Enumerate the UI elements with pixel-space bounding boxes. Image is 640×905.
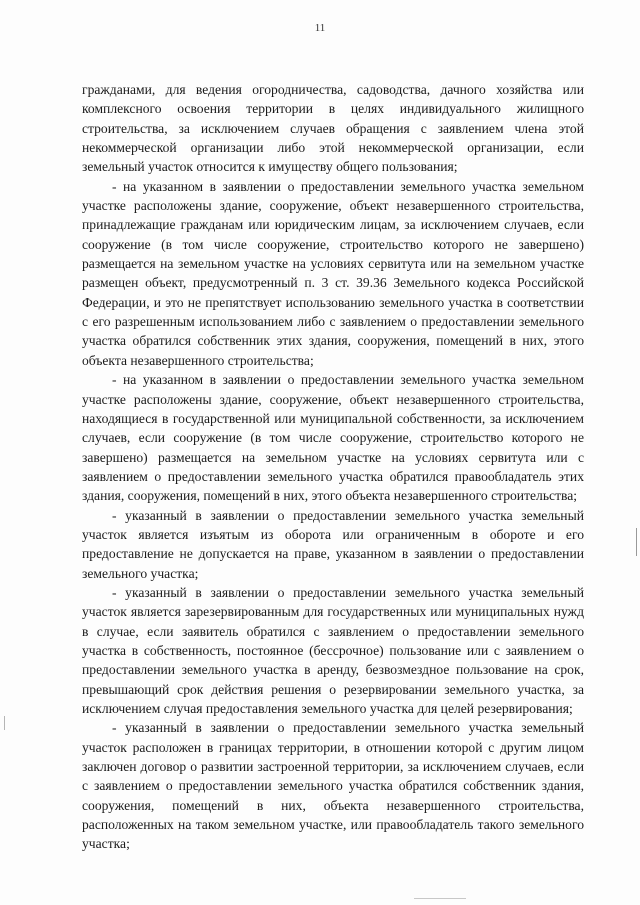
paragraph-list-item: - на указанном в заявлении о предоставлении земельного участка земельном участке расположены здание, сооружение, объект незавершенного строительства, принадлежащие гражданам или юридическим лицам, за исключением случаев, если сооружение (в том числе сооружение, строительство которого не завершено) размещается на земельном участке на условиях сервитута или на земельном участке размещен объект, предусмотренный п. 3 ст. 39.36 Земельного кодекса Российской Федерации, и это не препятствует использованию земельного участка в соответствии с его разрешенным использованием либо с заявлением о предоставлении земельного участка обратился собственник этих здания, сооружения, помещений в них, этого объекта незавершенного строительства; xyxy=(82,178,584,368)
page-number: 11 xyxy=(314,22,326,34)
paragraph-list-item: - на указанном в заявлении о предоставлении земельного участка земельном участке расположены здание, сооружение, объект незавершенного строительства, находящиеся в государственной или муниципальной собственности, за исключением случаев, если сооружение (в том числе сооружение, строительство которого не завершено) размещается на земельном участке на условиях сервитута или с заявлением о предоставлении земельного участка обратился правообладатель этих здания, сооружения, помещений в них, этого объекта незавершенного строительства; xyxy=(82,372,584,504)
paragraph-list-item: - указанный в заявлении о предоставлении земельного участка земельный участок расположен в границах территории, в отношении которой с другим лицом заключен договор о развитии застроенной территории, за исключением случаев, если с заявлением о предоставлении земельного участка обратился собственник здания, сооружения, помещений в них, объекта незавершенного строительства, расположенных на таком земельном участке, или правообладатель такого земельного участка; xyxy=(82,720,584,852)
paragraph-continuation: гражданами, для ведения огородничества, садоводства, дачного хозяйства или комплексного освоения территории в целях индивидуального жилищного строительства, за исключением случаев обращения с заявлением члена этой некоммерческой организации либо этой некоммерческой организации, если земельный участок относится к имуществу общего пользования; xyxy=(82,82,584,175)
scan-artifact xyxy=(414,898,466,899)
document-body xyxy=(82,80,584,854)
paragraph-list-item: - указанный в заявлении о предоставлении земельного участка земельный участок является изъятым из оборота или ограниченным в обороте и его предоставление не допускается на праве, указанном в заявлении о предоставлении земельного участка; xyxy=(82,507,584,581)
scan-artifact xyxy=(636,528,637,556)
scan-artifact xyxy=(4,716,5,730)
paragraph-list-item: - указанный в заявлении о предоставлении земельного участка земельный участок является зарезервированным для государственных или муниципальных нужд в случае, если заявитель обратился с заявлением о предоставлении земельного участка в собственность, постоянное (бессрочное) пользование или с заявлением о предоставлении земельного участка в аренду, безвозмездное пользование на срок, превышающий срок действия решения о резервировании земельного участка, за исключением случая предоставления земельного участка для целей резервирования; xyxy=(82,584,584,716)
